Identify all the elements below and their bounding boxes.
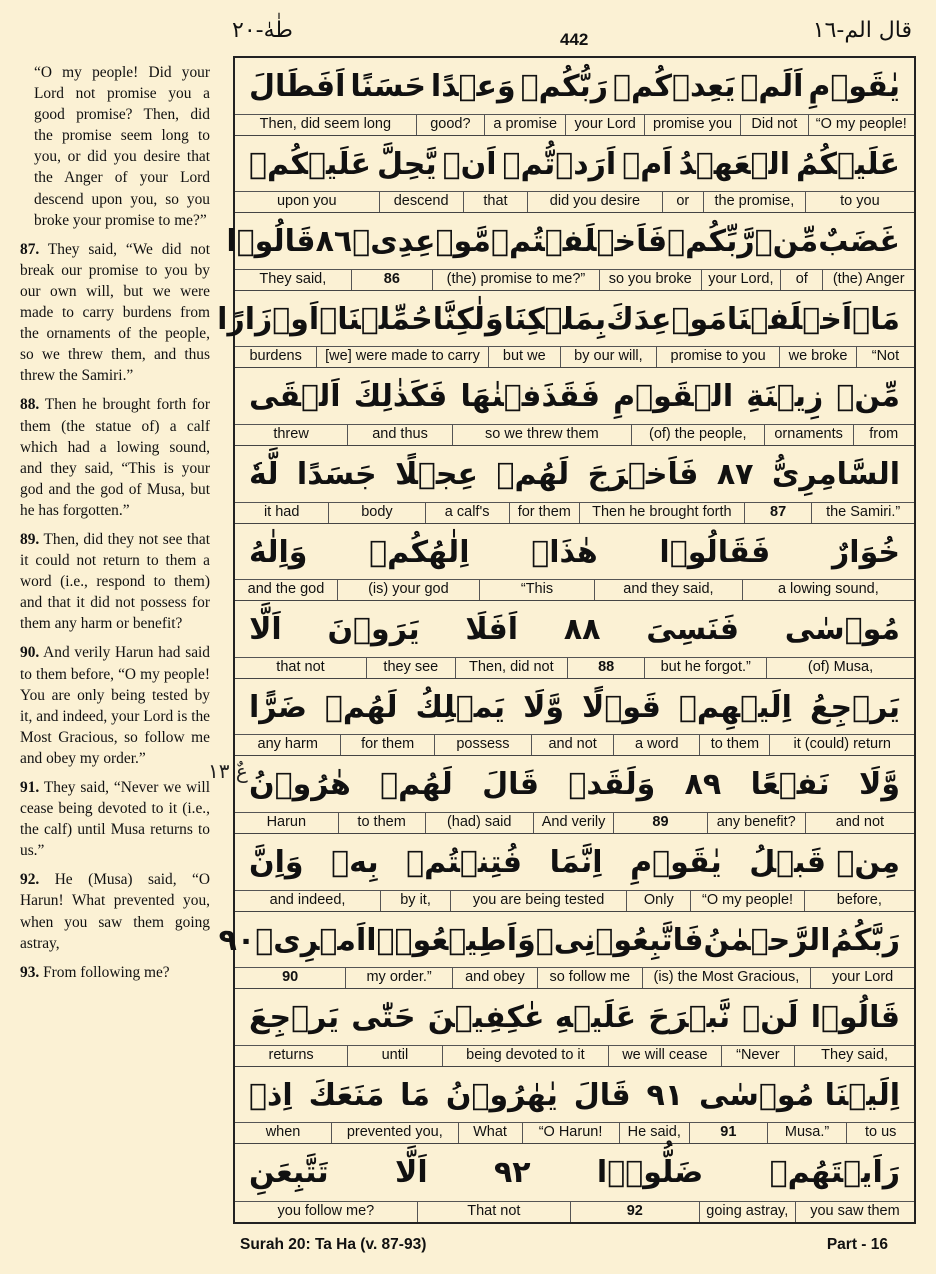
gloss-cell: threw <box>273 425 309 442</box>
gloss-cell: you are being tested <box>450 891 626 911</box>
gloss-line <box>235 579 914 600</box>
gloss-cell: [we] were made to carry <box>316 347 487 367</box>
arabic-word: يَرَوۡنَ <box>327 612 420 648</box>
verse-number: 89. <box>20 530 40 548</box>
arabic-word: ضَلُّوۡۤا <box>596 1155 704 1191</box>
gloss-cell: to them <box>699 735 769 755</box>
arabic-word: اَرَدۡتُّمۡ <box>502 146 617 182</box>
gloss-line <box>235 1201 914 1222</box>
verse-number: 91. <box>20 779 40 796</box>
translation-text: And verily Harun had said to them before, “O my people! You are only being tested by it, and indeed, your Lord is the Most Gracious, so follow me and obey my order.” <box>20 644 211 767</box>
gloss-cell: that <box>463 192 528 212</box>
translation-paragraph <box>20 869 210 953</box>
verse-row <box>235 601 914 679</box>
gloss-cell: They said, <box>794 1046 914 1066</box>
gloss-cell: promise you <box>644 115 740 135</box>
gloss-line <box>235 114 914 135</box>
arabic-word: قَوۡلًا <box>582 689 661 725</box>
arabic-line <box>226 213 914 270</box>
arabic-word: يٰقَوۡمِ <box>630 844 722 880</box>
translation-text: They said, “Never we will cease being devoted to it (i.e., the calf) until Musa returns to us.” <box>20 779 210 860</box>
arabic-word: اَلَمۡ <box>740 69 804 104</box>
verse-number-cell: 86 <box>351 270 432 290</box>
arabic-word: اَفَطَالَ <box>249 69 346 104</box>
arabic-word: فَنَسِىَ <box>646 612 739 648</box>
gloss-cell: (the) promise to me?” <box>432 270 599 290</box>
gloss-cell: we broke <box>779 347 856 367</box>
verse-row <box>218 912 914 990</box>
arabic-word: فَقَذَفۡنٰهَا <box>460 379 601 415</box>
gloss-cell: (of) the people, <box>631 425 764 445</box>
gloss-cell: to them <box>338 813 425 833</box>
arabic-word: يَعِدۡكُمۡ <box>612 69 736 104</box>
arabic-word: فَاتَّبِعُوۡنِىۡ <box>535 922 704 958</box>
gloss-cell: or <box>662 192 703 212</box>
gloss-cell: by our will, <box>560 347 656 367</box>
arabic-word: اَلۡقَى <box>249 379 341 415</box>
arabic-word: ٩٠ <box>218 922 256 958</box>
arabic-word: ٨٦ <box>315 224 353 260</box>
gloss-cell: but we <box>488 347 560 367</box>
translation-paragraph <box>20 777 210 861</box>
gloss-cell: and indeed, <box>269 891 346 908</box>
translation-text: Then he brought forth for them (the statue of) a calf which had a lowing sound, and they said, “This is your god and the god of Musa, but he has forgotten.” <box>20 396 211 519</box>
translation-text: They said, “We did not break our promise to you by our own will, but we were made to carry burdens from the ornaments of the people, so we threw them, and thus threw the Samiri.” <box>20 240 210 385</box>
arabic-line <box>235 524 914 581</box>
gloss-line <box>235 967 914 988</box>
gloss-cell: they see <box>366 658 455 678</box>
arabic-word: اَوۡزَارًا <box>217 301 320 337</box>
gloss-line <box>235 812 914 833</box>
gloss-cell: to you <box>805 192 914 212</box>
gloss-cell: and thus <box>347 425 452 445</box>
translation-text: He (Musa) said, “O Harun! What prevented you, when you saw them going astray, <box>20 871 210 952</box>
gloss-cell: that not <box>276 658 325 675</box>
arabic-line <box>217 291 914 348</box>
gloss-cell: you follow me? <box>277 1202 375 1219</box>
gloss-cell: we will cease <box>608 1046 720 1066</box>
arabic-word: بِهٖ <box>331 844 379 880</box>
arabic-word: وَلٰكِنَّا <box>432 301 504 337</box>
arabic-word: اِلَيۡنَا مُوۡسٰى <box>699 1077 900 1113</box>
arabic-line <box>235 446 914 503</box>
gloss-cell: going astray, <box>699 1202 795 1222</box>
gloss-cell: They said, <box>259 270 327 287</box>
gloss-line <box>235 657 914 678</box>
arabic-word: رَبَّكُمُ <box>830 922 900 958</box>
gloss-cell: (is) the Most Gracious, <box>642 968 811 988</box>
arabic-word: خُوَارٌ <box>832 534 900 570</box>
arabic-word: قَالَ <box>573 1077 631 1113</box>
arabic-word: الۡعَهۡدُ <box>678 146 791 182</box>
gloss-cell: but he forgot.” <box>644 658 766 678</box>
gloss-cell: your Lord, <box>701 270 780 290</box>
arabic-word: ٨٧ <box>716 456 754 492</box>
gloss-cell: Then he brought forth <box>579 503 744 523</box>
gloss-line <box>235 424 914 445</box>
arabic-word: اَلَّا <box>395 1155 428 1191</box>
verse-number-cell: 87 <box>744 503 811 523</box>
arabic-word: غَضَبٌ <box>818 224 900 260</box>
gloss-cell: He said, <box>619 1123 689 1143</box>
gloss-line <box>235 1045 914 1066</box>
gloss-line <box>235 269 914 290</box>
verse-number-cell: 88 <box>567 658 644 678</box>
gloss-cell: so you broke <box>599 270 701 290</box>
ruku-marker: عٌ ١٣ <box>208 759 248 783</box>
arabic-word: عِجۡلًا <box>395 456 479 492</box>
gloss-cell: “This <box>479 580 594 600</box>
gloss-cell: (had) said <box>425 813 533 833</box>
arabic-word: اَمۡرِىۡ <box>255 922 367 958</box>
translation-text: From following me? <box>43 963 170 981</box>
gloss-cell: my order.” <box>345 968 452 988</box>
gloss-cell: (the) Anger <box>822 270 914 290</box>
arabic-line <box>235 368 914 425</box>
translation-paragraph <box>20 239 210 387</box>
arabic-word: مِّنۡ <box>754 224 819 260</box>
gloss-cell: possess <box>434 735 531 755</box>
arabic-word: اَفَلَا <box>465 612 519 648</box>
arabic-word: يَرۡجِعَ <box>249 1000 340 1036</box>
arabic-line <box>235 989 914 1046</box>
arabic-word: لَهُمۡ <box>324 689 398 725</box>
gloss-cell: it had <box>263 503 300 520</box>
header-right-arabic: قال الم-١٦ <box>812 18 912 43</box>
footer-part: Part - 16 <box>826 1236 888 1253</box>
arabic-word: نَّبۡرَحَ <box>648 1000 731 1036</box>
verse-number-cell: 90 <box>282 969 299 986</box>
gloss-cell: promise to you <box>656 347 779 367</box>
gloss-cell: Then, did not <box>455 658 567 678</box>
gloss-line <box>235 890 914 911</box>
verse-row <box>226 213 914 291</box>
arabic-line <box>235 601 914 658</box>
verse-row <box>235 1067 914 1145</box>
gloss-cell: so we threw them <box>452 425 631 445</box>
verse-row <box>235 368 914 446</box>
gloss-cell: Musa.” <box>767 1123 847 1143</box>
arabic-word: مَاۤ <box>852 301 900 337</box>
gloss-line <box>235 1122 914 1143</box>
gloss-cell: That not <box>417 1202 570 1222</box>
arabic-word: جَسَدًا <box>296 456 377 492</box>
arabic-word: يَمۡلِكُ <box>415 689 506 725</box>
gloss-cell: and they said, <box>594 580 742 600</box>
gloss-cell: for them <box>340 735 433 755</box>
gloss-cell: “Never <box>721 1046 795 1066</box>
arabic-word: فَاَخۡرَجَ <box>587 456 699 492</box>
verse-row <box>235 756 914 834</box>
arabic-word: ٩١ <box>646 1077 684 1113</box>
translation-paragraph <box>20 529 210 634</box>
arabic-line <box>235 756 914 813</box>
arabic-word: عَلَيۡهِ عٰكِفِيۡنَ <box>427 1000 637 1036</box>
arabic-word: اَخۡلَفۡنَا <box>726 301 853 337</box>
arabic-word: اَلَّا <box>249 612 282 648</box>
gloss-cell: good? <box>416 115 484 135</box>
gloss-cell: to us <box>846 1123 914 1143</box>
arabic-word: لَهُمۡ <box>380 767 453 803</box>
gloss-cell: before, <box>804 891 914 911</box>
verse-number-cell: 92 <box>570 1202 699 1222</box>
arabic-word: وَاِلٰهُ <box>249 534 308 570</box>
arabic-word: ضَرًّا <box>249 689 307 725</box>
gloss-cell: burdens <box>249 348 302 365</box>
arabic-word: اِنَّمَا <box>549 844 603 880</box>
verse-row <box>235 446 914 524</box>
arabic-word: رَاَيۡتَهُمۡ <box>769 1155 900 1191</box>
gloss-cell: “O my people! <box>808 115 914 135</box>
arabic-line <box>235 136 914 193</box>
gloss-cell: it (could) return <box>769 735 914 755</box>
arabic-word: رَبُّكُمۡ <box>520 69 609 104</box>
arabic-word: مِنۡ قَبۡلُ <box>749 844 900 880</box>
arabic-word: حَتّٰى <box>351 1000 416 1036</box>
translation-paragraph <box>20 62 210 231</box>
translation-text: “O my people! Did your Lord not promise you a good promise? Then, did the promise seem long to you, or did you desire that the Anger of your Lord descend upon you, so you broke your promise to me?” <box>34 64 210 229</box>
verse-number: 88. <box>20 396 40 414</box>
arabic-word: لَّهٗ <box>249 456 279 492</box>
gloss-cell: a lowing sound, <box>742 580 914 600</box>
gloss-cell: And verily <box>533 813 613 833</box>
gloss-cell: for them <box>509 503 579 523</box>
verse-number: 90. <box>20 644 40 662</box>
arabic-word: وَعۡدًا <box>430 69 516 104</box>
arabic-word: الرَّحۡمٰنُ <box>703 922 831 958</box>
gloss-cell: body <box>328 503 424 523</box>
arabic-word: مَنَعَكَ <box>308 1077 385 1113</box>
arabic-word: وَّلَا <box>859 767 900 803</box>
verse-row <box>235 1144 914 1222</box>
arabic-word: لَنۡ <box>742 1000 799 1036</box>
verse-row <box>235 834 914 912</box>
verse-number: 92. <box>20 871 40 889</box>
footer-surah: Surah 20: Ta Ha (v. 87-93) <box>240 1236 427 1253</box>
page-number: 442 <box>560 30 589 49</box>
verse-row <box>235 524 914 602</box>
arabic-word: مَا <box>400 1077 430 1113</box>
verse-number: 93. <box>20 963 40 981</box>
arabic-word: هٰذَاۤ <box>531 534 598 570</box>
arabic-word: عَلَيۡكُمُ <box>796 146 900 182</box>
gloss-line <box>235 191 914 212</box>
arabic-word: مُوۡسٰى <box>784 612 900 648</box>
gloss-cell: your Lord <box>810 968 914 988</box>
arabic-word: يَّحِلَّ <box>376 146 437 182</box>
gloss-cell: a promise <box>484 115 565 135</box>
gloss-cell: “O Harun! <box>522 1123 619 1143</box>
arabic-word: اَنۡ <box>442 146 497 182</box>
arabic-word: الۡقَوۡمِ <box>613 379 734 415</box>
arabic-word: يٰقَوۡمِ <box>808 69 900 104</box>
gloss-cell: the Samiri.” <box>811 503 914 523</box>
arabic-word: اِلٰهُكُمۡ <box>369 534 470 570</box>
arabic-word: فَقَالُوۡا <box>659 534 771 570</box>
arabic-word: يٰهٰرُوۡنُ <box>445 1077 558 1113</box>
arabic-word: قَالَ <box>482 767 540 803</box>
verse-number-cell: 91 <box>689 1123 767 1143</box>
gloss-cell: did you desire <box>527 192 661 212</box>
gloss-cell: any harm <box>257 736 318 753</box>
arabic-word: مَّوۡعِدِىۡ <box>352 224 491 260</box>
gloss-cell: Then, did seem long <box>259 115 392 132</box>
gloss-cell: so follow me <box>537 968 642 988</box>
arabic-word: قَالُوۡا <box>810 1000 900 1036</box>
arabic-word: مِّنۡ <box>836 379 900 415</box>
verse-number: 87. <box>20 240 40 258</box>
arabic-word: فَاَخۡلَفۡتُمۡ <box>490 224 668 260</box>
gloss-cell: until <box>347 1046 441 1066</box>
gloss-cell: Harun <box>266 813 307 830</box>
gloss-cell: when <box>265 1124 301 1141</box>
gloss-cell: by it, <box>380 891 450 911</box>
gloss-cell: (is) your god <box>337 580 479 600</box>
verse-row <box>235 679 914 757</box>
arabic-word: اِذۡ <box>249 1077 293 1113</box>
arabic-line <box>235 58 914 115</box>
arabic-word: اِلَيۡهِمۡ <box>678 689 792 725</box>
verse-row <box>235 58 914 136</box>
arabic-word: حُمِّلۡنَاۤ <box>319 301 433 337</box>
gloss-cell: from <box>853 425 915 445</box>
gloss-cell: What <box>458 1123 522 1143</box>
translation-paragraph <box>20 394 210 521</box>
verse-row <box>235 989 914 1067</box>
gloss-cell: any benefit? <box>707 813 805 833</box>
gloss-cell: “Not <box>856 347 914 367</box>
arabic-word: ٨٨ <box>563 612 601 648</box>
arabic-word: وَاِنَّ <box>249 844 304 880</box>
gloss-line <box>235 502 914 523</box>
arabic-word: وَاَطِيۡعُوۡۤا <box>366 922 536 958</box>
arabic-word: بِمَلۡكِنَا <box>503 301 607 337</box>
gloss-cell: and the god <box>247 581 325 598</box>
verse-number-cell: 89 <box>613 813 706 833</box>
gloss-cell: (of) Musa, <box>766 658 914 678</box>
arabic-word: عَلَيۡكُمۡ <box>249 146 371 182</box>
gloss-cell: Only <box>626 891 690 911</box>
gloss-cell: your Lord <box>565 115 644 135</box>
arabic-line <box>235 1067 914 1124</box>
gloss-cell: upon you <box>276 193 337 210</box>
arabic-word: اَمۡ <box>622 146 673 182</box>
gloss-cell: “O my people! <box>690 891 803 911</box>
gloss-cell: being devoted to it <box>442 1046 609 1066</box>
gloss-cell: of <box>780 270 822 290</box>
arabic-word: يَرۡجِعُ <box>809 689 900 725</box>
verse-row <box>217 291 914 369</box>
translation-paragraph <box>20 962 210 983</box>
gloss-cell: and not <box>805 813 914 833</box>
gloss-line <box>235 346 914 367</box>
translation-text: Then, did they not see that it could not return to them a word (i.e., respond to them) and that it did not possess for them any harm or benefit? <box>20 530 210 633</box>
arabic-line <box>235 679 914 736</box>
gloss-cell: descend <box>379 192 463 212</box>
translation-paragraph <box>20 642 210 769</box>
gloss-cell: and not <box>531 735 613 755</box>
arabic-line <box>218 912 914 969</box>
arabic-word: لَهُمۡ <box>496 456 570 492</box>
verse-row <box>235 136 914 214</box>
arabic-word: زِيۡنَةِ <box>746 379 824 415</box>
arabic-word: هٰرُوۡنُ <box>249 767 351 803</box>
gloss-cell: the promise, <box>703 192 805 212</box>
arabic-word: وَلَقَدۡ <box>568 767 656 803</box>
gloss-cell: returns <box>268 1046 314 1063</box>
gloss-cell: a word <box>613 735 699 755</box>
gloss-cell: ornaments <box>764 425 853 445</box>
gloss-line <box>235 734 914 755</box>
header-left-arabic: طٰهٰ-٢٠ <box>232 18 293 43</box>
gloss-cell: you saw them <box>795 1202 914 1222</box>
arabic-word: نَفۡعًا <box>750 767 830 803</box>
arabic-word: السَّامِرِىُّ <box>771 456 900 492</box>
arabic-word: فُتِنۡتُمۡ <box>406 844 523 880</box>
arabic-word: وَّلَا <box>523 689 565 725</box>
gloss-cell: a calf's <box>425 503 509 523</box>
arabic-word: ٨٩ <box>684 767 722 803</box>
gloss-cell: and obey <box>452 968 537 988</box>
arabic-word: فَكَذٰلِكَ <box>353 379 448 415</box>
arabic-line <box>235 834 914 891</box>
arabic-word: ٩٢ <box>493 1155 531 1191</box>
arabic-word: تَتَّبِعَنِ <box>249 1155 329 1191</box>
arabic-word: رَّبِّكُمۡ <box>667 224 755 260</box>
arabic-line <box>235 1144 914 1201</box>
arabic-word: قَالُوۡا <box>226 224 316 260</box>
gloss-cell: prevented you, <box>331 1123 457 1143</box>
gloss-cell: Did not <box>740 115 807 135</box>
arabic-word: مَوۡعِدَكَ <box>606 301 727 337</box>
translation-column <box>20 62 210 991</box>
arabic-word: حَسَنًا <box>350 69 427 104</box>
